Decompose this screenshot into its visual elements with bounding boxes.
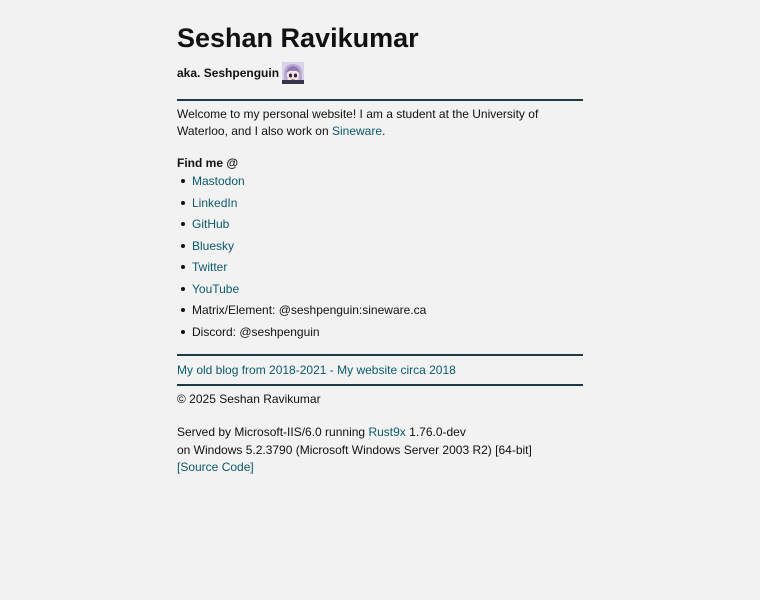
aka-text: aka. Seshpenguin bbox=[177, 66, 280, 80]
windows-line: on Windows 5.2.3790 (Microsoft Windows Server 2003 R2) [64-bit] bbox=[177, 442, 532, 457]
intro-text: Welcome to my personal website! I am a student at the University of Waterloo, and I also work on bbox=[177, 107, 539, 138]
header-divider bbox=[177, 99, 583, 101]
avatar-icon bbox=[282, 62, 304, 84]
links-divider bbox=[177, 354, 583, 356]
source-code-link[interactable]: [Source Code] bbox=[177, 460, 254, 474]
list-item bbox=[177, 216, 426, 238]
list-item bbox=[177, 173, 426, 195]
aka-line bbox=[177, 61, 304, 85]
footer-divider bbox=[177, 384, 583, 386]
old-website-link[interactable]: My website circa 2018 bbox=[337, 363, 456, 377]
served-by-line bbox=[177, 424, 532, 442]
copyright-text: © 2025 Seshan Ravikumar bbox=[177, 392, 321, 406]
list-item bbox=[177, 238, 426, 260]
link-separator: - bbox=[329, 363, 334, 377]
matrix-handle: Matrix/Element: @seshpenguin:sineware.ca bbox=[192, 303, 427, 317]
source-line bbox=[177, 459, 532, 477]
list-item bbox=[177, 302, 426, 324]
list-item bbox=[177, 259, 426, 281]
youtube-link[interactable]: YouTube bbox=[192, 281, 240, 296]
sineware-link[interactable]: Sineware bbox=[331, 124, 383, 138]
bluesky-link[interactable]: Bluesky bbox=[192, 238, 235, 253]
list-item bbox=[177, 195, 426, 217]
github-link[interactable]: GitHub bbox=[192, 217, 230, 231]
list-item bbox=[177, 281, 426, 303]
server-info bbox=[177, 424, 532, 477]
rust9x-link[interactable]: Rust9x bbox=[368, 425, 406, 439]
twitter-link[interactable]: Twitter bbox=[192, 260, 228, 274]
discord-handle: Discord: @seshpenguin bbox=[192, 324, 320, 339]
mastodon-link[interactable]: Mastodon bbox=[192, 174, 245, 188]
blog-links bbox=[177, 363, 456, 378]
rust-version: 1.76.0-dev bbox=[409, 425, 466, 439]
social-links-list bbox=[177, 173, 426, 345]
served-prefix: Served by Microsoft-IIS/6.0 running bbox=[177, 425, 366, 439]
intro-paragraph bbox=[177, 106, 583, 140]
find-me-heading: Find me @ bbox=[177, 156, 239, 170]
old-blog-link[interactable]: My old blog from 2018-2021 bbox=[177, 363, 327, 377]
intro-suffix: . bbox=[382, 124, 386, 138]
list-item bbox=[177, 324, 426, 346]
linkedin-link[interactable]: LinkedIn bbox=[192, 195, 238, 210]
page-title: Seshan Ravikumar bbox=[177, 23, 419, 53]
